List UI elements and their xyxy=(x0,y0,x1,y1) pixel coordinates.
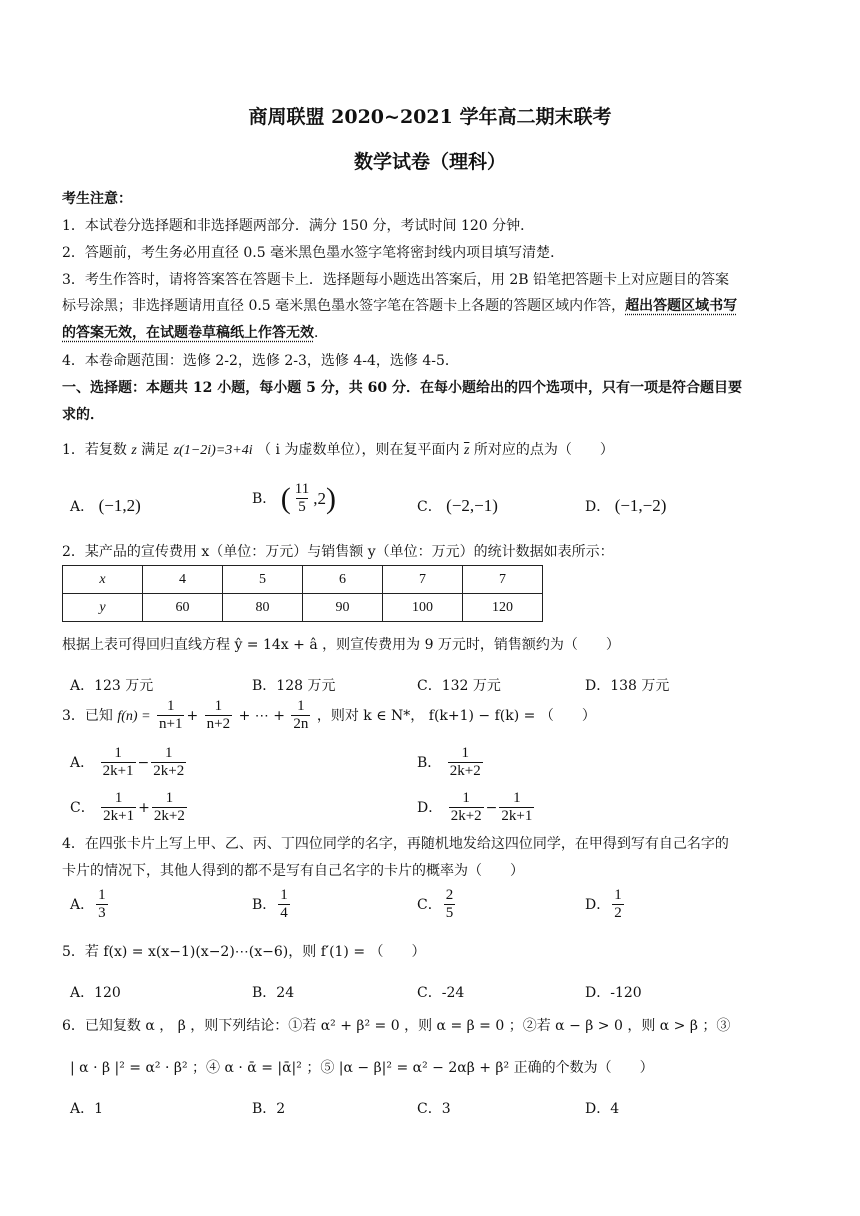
q4-option-b-label: B． xyxy=(252,897,277,913)
question-2-stem: 2．某产品的宣传费用 x（单位：万元）与销售额 y（单位：万元）的统计数据如表所示： xyxy=(62,544,614,560)
question-6-line2: | α · β |² = α² · β² ；④ α · ᾱ = |ᾱ|² ；⑤ |α − β|² = α² − 2αβ + β² 正确的个数为（ ） xyxy=(70,1060,654,1076)
q2-option-b: B．128 万元 xyxy=(252,678,336,694)
table-cell: 4 xyxy=(143,566,223,594)
q3-frac-2 xyxy=(205,699,232,733)
q3-option-a-label: A． xyxy=(70,755,95,771)
q1-z: z xyxy=(131,443,137,458)
q1-option-b xyxy=(252,482,336,516)
question-3-stem: 3．已知 f(n) = $\frac{1}{n+1}$ + $\frac{1}{n+2}$ + ⋯ + $\frac{1}{2n}$ ，则对 k ∈ N*， f(k+1) − f(k) = （ ） xyxy=(62,698,596,732)
q3-frac-3-num: 1 xyxy=(297,698,305,714)
notice-heading: 考生注意： xyxy=(62,191,132,207)
q3-option-c-frac-2-den: 2k+2 xyxy=(153,807,185,824)
q3-option-d-frac-1 xyxy=(449,791,484,825)
q4-option-c xyxy=(417,888,457,922)
q1-option-b-rest: ,2 xyxy=(313,489,326,508)
q3-option-a-frac-1-den: 2k+1 xyxy=(102,762,134,779)
q1-option-d-label: D． xyxy=(585,499,611,515)
q4-option-c-den: 5 xyxy=(445,904,454,921)
q3-prefix: 3．已知 xyxy=(62,708,113,724)
q3-option-a-frac-2-num: 1 xyxy=(165,745,173,761)
q3-option-b xyxy=(417,746,485,780)
q1-prefix: 1．若复数 xyxy=(62,442,127,458)
q4-option-d xyxy=(585,888,626,922)
q1-option-b-label: B． xyxy=(252,491,277,507)
q3-option-b-num: 1 xyxy=(461,745,469,761)
q3-option-d xyxy=(417,791,536,825)
q3-dots: + ⋯ + xyxy=(238,708,285,724)
q3-frac-2-num: 1 xyxy=(214,698,223,714)
notice-emphasis-2: 的答案无效，在试题卷草稿纸上作答无效 xyxy=(62,325,314,341)
q3-option-d-frac-1-num: 1 xyxy=(462,790,470,806)
notice-item-3-cont xyxy=(62,298,737,316)
section1-line2: 求的． xyxy=(62,407,104,423)
q1-option-c-value: (−2,−1) xyxy=(446,496,498,515)
q4-option-c-num: 2 xyxy=(445,887,454,903)
q4-option-a-num: 1 xyxy=(98,887,106,903)
q4-option-a-frac xyxy=(96,888,108,922)
q6-option-c: C．3 xyxy=(417,1101,451,1117)
q5-option-a: A．120 xyxy=(70,985,121,1001)
q2-option-a: A．123 万元 xyxy=(70,678,154,694)
q6-option-d: D．4 xyxy=(585,1101,620,1117)
q3-frac-1-den: n+1 xyxy=(159,715,183,732)
q2-data-table xyxy=(62,565,543,622)
q3-option-a-frac-2 xyxy=(151,746,186,780)
q4-option-c-frac xyxy=(444,888,456,922)
q3-option-a-frac-2-den: 2k+2 xyxy=(153,762,185,779)
q3-option-c xyxy=(70,791,189,825)
notice-item-4: 4．本卷命题范围：选修 2-2，选修 2-3，选修 4-4，选修 4-5． xyxy=(62,353,459,369)
q3-option-a-frac-1-num: 1 xyxy=(114,745,122,761)
question-5-stem: 5．若 f(x) = x(x−1)(x−2)⋯(x−6)，则 f′(1) = （ ） xyxy=(62,944,426,960)
table-cell: 7 xyxy=(383,566,463,594)
table-row xyxy=(63,594,543,622)
q3-option-b-frac xyxy=(448,746,483,780)
q4-option-d-frac xyxy=(612,888,624,922)
q3-option-d-frac-2-num: 1 xyxy=(513,790,521,806)
q3-option-d-frac-2-den: 2k+1 xyxy=(501,807,533,824)
q5-option-d: D．-120 xyxy=(585,985,642,1001)
table-cell: 100 xyxy=(383,594,463,622)
q1-mid: 满足 xyxy=(141,442,170,458)
notice-period: ． xyxy=(314,325,328,341)
q3-fn: f(n) = xyxy=(117,709,151,724)
question-1-stem xyxy=(62,442,614,460)
q1-equation: z(1−2i)=3+4i xyxy=(173,443,253,458)
q1-option-a xyxy=(70,496,141,516)
q5-option-b: B．24 xyxy=(252,985,295,1001)
q3-option-c-frac-1 xyxy=(101,791,136,825)
notice-emphasis-1: 超出答题区域书写 xyxy=(625,298,738,314)
q1-option-d-value: (−1,−2) xyxy=(614,496,667,515)
exam-title: 商周联盟 2020~2021 学年高二期末联考 xyxy=(248,106,612,128)
table-row xyxy=(63,566,543,594)
q3-frac-2-den: n+2 xyxy=(206,715,231,732)
q3-option-d-op: − xyxy=(485,800,498,816)
exam-subtitle: 数学试卷（理科） xyxy=(353,151,506,173)
q2-option-d: D．138 万元 xyxy=(585,678,670,694)
q3-tail: ，则对 k ∈ N*， f(k+1) − f(k) = （ ） xyxy=(316,708,596,724)
q1-tail: 所对应的点为（ ） xyxy=(473,442,614,458)
table-cell: y xyxy=(63,594,143,622)
q1-option-b-rparen: ) xyxy=(325,482,336,515)
q3-option-a-op: − xyxy=(137,755,150,771)
q1-option-b-frac xyxy=(293,482,311,516)
table-cell: 60 xyxy=(143,594,223,622)
q1-option-a-value: (−1,2) xyxy=(98,496,141,515)
table-cell: x xyxy=(63,566,143,594)
q4-option-d-label: D． xyxy=(585,897,611,913)
q3-frac-1 xyxy=(157,699,184,733)
q4-option-a xyxy=(70,888,110,922)
q3-option-a-frac-1 xyxy=(101,746,136,780)
q4-option-c-label: C． xyxy=(417,897,442,913)
notice-item-3-end xyxy=(62,325,328,343)
q3-option-c-frac-1-den: 2k+1 xyxy=(103,807,135,824)
q3-option-b-label: B． xyxy=(417,755,442,771)
q1-option-c xyxy=(417,496,498,516)
q4-option-b-frac xyxy=(278,888,290,922)
q1-option-a-label: A． xyxy=(70,499,95,515)
table-cell: 120 xyxy=(463,594,543,622)
question-4-line2: 卡片的情况下，其他人得到的都不是写有自己名字的卡片的概率为（ ） xyxy=(62,863,524,879)
notice-item-3-text: 标号涂黑；非选择题请用直径 0.5 毫米黑色墨水签字笔在答题卡上各题的答题区域内作答， xyxy=(62,298,626,314)
q1-option-c-label: C． xyxy=(417,499,442,515)
question-4-line1: 4．在四张卡片上写上甲、乙、丙、丁四位同学的名字，再随机地发给这四位同学，在甲得到写有自己名字的 xyxy=(62,836,729,852)
q2-regression-text: 根据上表可得回归直线方程 ŷ = 14x + â ，则宣传费用为 9 万元时，销售额约为（ ） xyxy=(62,637,620,653)
q3-option-d-frac-2 xyxy=(499,791,534,825)
q3-option-b-den: 2k+2 xyxy=(449,762,481,779)
q4-option-b-den: 4 xyxy=(280,904,288,921)
q5-option-c: C．-24 xyxy=(417,985,465,1001)
table-cell: 7 xyxy=(463,566,543,594)
q6-option-b: B．2 xyxy=(252,1101,286,1117)
q3-option-c-label: C． xyxy=(70,800,95,816)
q4-option-a-label: A． xyxy=(70,897,95,913)
table-cell: 90 xyxy=(303,594,383,622)
section1-line1: 一、选择题：本题共 12 小题，每小题 5 分，共 60 分．在每小题给出的四个选项中，只有一项是符合题目要 xyxy=(62,380,742,396)
table-cell: 5 xyxy=(223,566,303,594)
q4-option-b-num: 1 xyxy=(280,887,288,903)
q3-option-d-label: D． xyxy=(417,800,443,816)
question-6-line1: 6．已知复数 α ， β ，则下列结论：①若 α² + β² = 0 ，则 α = β = 0 ；②若 α − β > 0 ，则 α > β ；③ xyxy=(62,1018,731,1034)
q3-option-d-frac-1-den: 2k+2 xyxy=(450,807,482,824)
q1-note: （ i 为虚数单位），则在复平面内 xyxy=(257,442,460,458)
q6-option-a: A．1 xyxy=(70,1101,104,1117)
q4-option-d-num: 1 xyxy=(614,887,622,903)
q3-option-c-frac-2-num: 1 xyxy=(165,790,174,806)
q3-frac-3-den: 2n xyxy=(293,715,309,732)
notice-item-1: 1．本试卷分选择题和非选择题两部分．满分 150 分，考试时间 120 分钟． xyxy=(62,218,535,234)
q1-option-d xyxy=(585,496,666,516)
q4-option-d-den: 2 xyxy=(614,904,622,921)
table-cell: 80 xyxy=(223,594,303,622)
q2-option-c: C．132 万元 xyxy=(417,678,501,694)
table-cell: 6 xyxy=(303,566,383,594)
q3-option-a xyxy=(70,746,188,780)
q4-option-b xyxy=(252,888,292,922)
notice-item-2: 2．答题前，考生务必用直径 0.5 毫米黑色墨水签字笔将密封线内项目填写清楚． xyxy=(62,245,565,261)
q3-option-c-frac-1-num: 1 xyxy=(114,790,123,806)
q3-frac-1-num: 1 xyxy=(166,698,175,714)
q3-frac-3 xyxy=(291,699,310,733)
q1-option-b-lparen: ( xyxy=(280,482,291,515)
q4-option-a-den: 3 xyxy=(98,904,106,921)
q1-option-b-den: 5 xyxy=(298,498,306,515)
q1-zbar: $\overline{z}$ xyxy=(463,443,470,458)
q1-option-b-num: 11 xyxy=(294,481,310,497)
q3-option-c-op: + xyxy=(138,800,150,816)
notice-item-3: 3．考生作答时，请将答案答在答题卡上．选择题每小题选出答案后，用 2B 铅笔把答题卡上对应题目的答案 xyxy=(62,272,730,288)
q3-option-c-frac-2 xyxy=(152,791,187,825)
